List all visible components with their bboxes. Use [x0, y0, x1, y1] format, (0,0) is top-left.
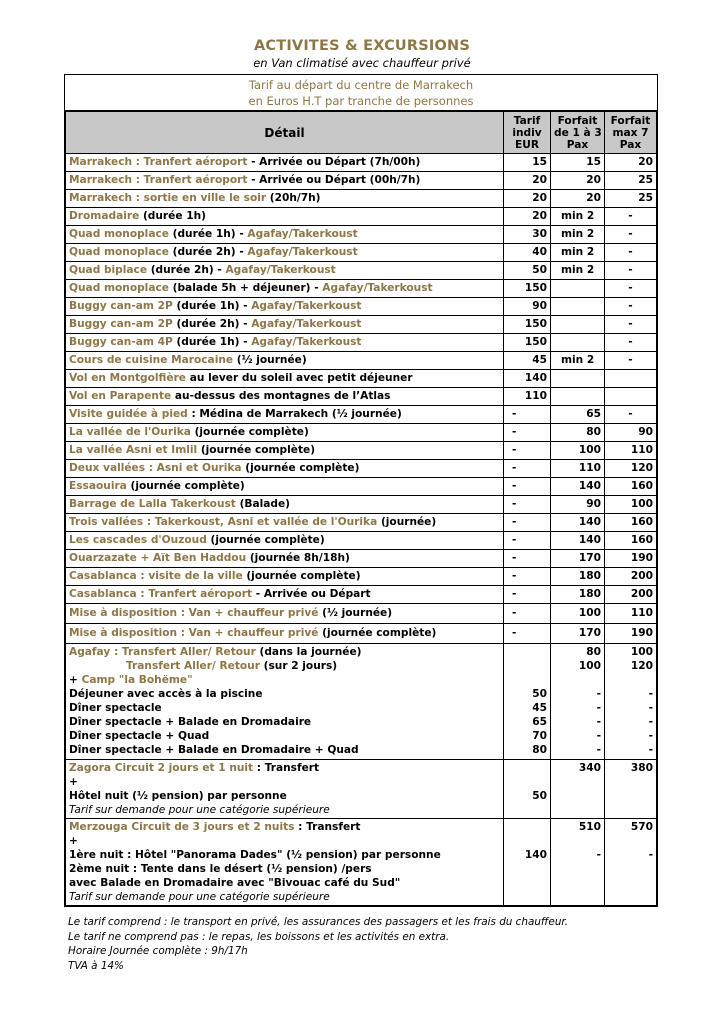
table-row — [66, 316, 657, 334]
row-tarif: - — [504, 496, 551, 514]
table-row — [66, 604, 657, 624]
agafay-tarif: 50 45 65 70 80 — [504, 644, 551, 760]
row-tarif: - — [504, 586, 551, 604]
row-tarif: - — [504, 460, 551, 478]
row-detail: Ouarzazate + Aït Ben Haddou (journée 8h/18h) — [66, 550, 504, 568]
row-forfait-max-7: 25 — [605, 172, 657, 190]
row-forfait-1-3: min 2 — [551, 208, 605, 226]
row-tarif: - — [504, 532, 551, 550]
row-forfait-max-7: - — [605, 406, 657, 424]
row-detail: Trois vallées : Takerkoust, Asni et vallée de l'Ourika (journée) — [66, 514, 504, 532]
merzouga-forfait-max-7: 570 - — [605, 819, 657, 906]
row-forfait-1-3 — [551, 316, 605, 334]
row-forfait-max-7: 110 — [605, 442, 657, 460]
table-row — [66, 190, 657, 208]
row-forfait-max-7: 25 — [605, 190, 657, 208]
table-row — [66, 298, 657, 316]
row-forfait-max-7: - — [605, 226, 657, 244]
table-row — [66, 424, 657, 442]
zagora-forfait-max-7: 380 — [605, 760, 657, 819]
table-row — [66, 568, 657, 586]
price-table — [65, 111, 657, 906]
agafay-detail: Agafay : Transfert Aller/ Retour (dans la journée) Transfert Aller/ Retour (sur 2 jours) + Camp "la Bohëme" Déjeuner avec accès à la piscine Dîner spectacle Dîner spectacle + Balade en Dromadaire Dîner spectacle + Quad Dîner spectacle + Balade en Dromadaire + Quad — [66, 644, 504, 760]
header-detail: Détail — [66, 112, 504, 154]
row-forfait-1-3: 80 — [551, 424, 605, 442]
row-forfait-max-7: 20 — [605, 154, 657, 172]
table-row — [66, 154, 657, 172]
row-tarif: 150 — [504, 334, 551, 352]
row-forfait-1-3: 140 — [551, 532, 605, 550]
row-tarif: - — [504, 406, 551, 424]
row-forfait-1-3: 140 — [551, 478, 605, 496]
row-forfait-max-7: - — [605, 280, 657, 298]
row-detail: Casablanca : Tranfert aéroport - Arrivée ou Départ — [66, 586, 504, 604]
row-forfait-1-3: 20 — [551, 190, 605, 208]
row-forfait-1-3: 100 — [551, 442, 605, 460]
row-tarif: - — [504, 424, 551, 442]
row-forfait-1-3 — [551, 334, 605, 352]
row-forfait-1-3: 110 — [551, 460, 605, 478]
row-detail: Vol en Montgolfière au lever du soleil avec petit déjeuner — [66, 370, 504, 388]
row-tarif: - — [504, 514, 551, 532]
row-detail: Deux vallées : Asni et Ourika (journée complète) — [66, 460, 504, 478]
row-forfait-1-3 — [551, 298, 605, 316]
row-forfait-max-7: 190 — [605, 624, 657, 644]
row-detail: Quad biplace (durée 2h) - Agafay/Takerkoust — [66, 262, 504, 280]
header-tarif: Tarif indiv EUR — [504, 112, 551, 154]
row-detail: Buggy can-am 2P (durée 2h) - Agafay/Takerkoust — [66, 316, 504, 334]
table-row — [66, 226, 657, 244]
zagora-detail: Zagora Circuit 2 jours et 1 nuit : Transfert + Hôtel nuit (½ pension) par personne Tarif sur demande pour une catégorie supérieure — [66, 760, 504, 819]
merzouga-tarif: 140 — [504, 819, 551, 906]
table-row — [66, 388, 657, 406]
table-intro — [65, 75, 657, 111]
table-row — [66, 460, 657, 478]
merzouga-detail: Merzouga Circuit de 3 jours et 2 nuits : Transfert + 1ère nuit : Hôtel "Panorama Dades" (½ pension) par personne 2ème nuit : Tente dans le désert (½ pension) /pers avec Balade en Dromadaire avec "Bivouac café du Sud" Tarif sur demande pour une catégorie supérieure — [66, 819, 504, 906]
header-forfait-1-3: Forfait de 1 à 3 Pax — [551, 112, 605, 154]
row-forfait-max-7 — [605, 388, 657, 406]
row-forfait-max-7: - — [605, 316, 657, 334]
table-row — [66, 370, 657, 388]
row-tarif: 20 — [504, 190, 551, 208]
row-forfait-1-3: 180 — [551, 568, 605, 586]
row-detail: Quad monoplace (durée 2h) - Agafay/Takerkoust — [66, 244, 504, 262]
row-detail: Buggy can-am 4P (durée 1h) - Agafay/Takerkoust — [66, 334, 504, 352]
row-detail: Marrakech : Tranfert aéroport - Arrivée ou Départ (00h/7h) — [66, 172, 504, 190]
row-forfait-1-3: 140 — [551, 514, 605, 532]
row-tarif: 20 — [504, 172, 551, 190]
row-forfait-max-7: - — [605, 208, 657, 226]
row-forfait-1-3 — [551, 388, 605, 406]
row-forfait-1-3: 15 — [551, 154, 605, 172]
row-forfait-1-3: 90 — [551, 496, 605, 514]
group-rows — [66, 644, 657, 906]
row-detail: Buggy can-am 2P (durée 1h) - Agafay/Takerkoust — [66, 298, 504, 316]
page-title: ACTIVITES & EXCURSIONS — [253, 38, 471, 54]
table-row — [66, 496, 657, 514]
table-row — [66, 532, 657, 550]
row-forfait-max-7: 160 — [605, 514, 657, 532]
row-forfait-1-3: 180 — [551, 586, 605, 604]
row-forfait-max-7: - — [605, 352, 657, 370]
row-tarif: 45 — [504, 352, 551, 370]
row-forfait-1-3: min 2 — [551, 352, 605, 370]
price-table-frame — [64, 74, 658, 907]
table-row — [66, 244, 657, 262]
table-row — [66, 624, 657, 644]
row-forfait-max-7: 190 — [605, 550, 657, 568]
row-tarif: - — [504, 550, 551, 568]
table-row — [66, 550, 657, 568]
row-detail: Cours de cuisine Marocaine (½ journée) — [66, 352, 504, 370]
row-detail: Les cascades d'Ouzoud (journée complète) — [66, 532, 504, 550]
table-row — [66, 406, 657, 424]
footer-excludes: Le tarif ne comprend pas : le repas, les boissons et les activités en extra. — [68, 930, 450, 943]
row-detail: Barrage de Lalla Takerkoust (Balade) — [66, 496, 504, 514]
row-forfait-max-7: - — [605, 244, 657, 262]
price-rows — [66, 154, 657, 644]
row-detail: Marrakech : Tranfert aéroport - Arrivée ou Départ (7h/00h) — [66, 154, 504, 172]
table-row — [66, 334, 657, 352]
row-forfait-max-7: 160 — [605, 532, 657, 550]
row-tarif: - — [504, 568, 551, 586]
merzouga-forfait-1-3: 510 - — [551, 819, 605, 906]
row-detail: Marrakech : sortie en ville le soir (20h/7h) — [66, 190, 504, 208]
row-tarif: 150 — [504, 280, 551, 298]
footer-hours: Horaire Journée complète : 9h/17h — [68, 945, 248, 957]
row-forfait-max-7: 120 — [605, 460, 657, 478]
table-row — [66, 280, 657, 298]
row-forfait-1-3: 100 — [551, 604, 605, 624]
table-row — [66, 586, 657, 604]
row-tarif: 40 — [504, 244, 551, 262]
table-row — [66, 172, 657, 190]
table-row — [66, 208, 657, 226]
row-forfait-max-7: 110 — [605, 604, 657, 624]
row-detail: Mise à disposition : Van + chauffeur privé (journée complète) — [66, 624, 504, 644]
row-forfait-max-7: - — [605, 334, 657, 352]
row-forfait-1-3: 170 — [551, 550, 605, 568]
footer-notes — [68, 915, 568, 973]
row-forfait-max-7: 160 — [605, 478, 657, 496]
row-detail: La vallée Asni et Imlil (journée complète) — [66, 442, 504, 460]
row-detail: Mise à disposition : Van + chauffeur privé (½ journée) — [66, 604, 504, 624]
row-forfait-max-7 — [605, 370, 657, 388]
agafay-forfait-1-3: 80 100 - - - - - — [551, 644, 605, 760]
row-tarif: 50 — [504, 262, 551, 280]
intro-line-2: en Euros H.T par tranche de personnes — [248, 94, 474, 108]
intro-line-1: Tarif au départ du centre de Marrakech — [248, 78, 474, 92]
row-tarif: 150 — [504, 316, 551, 334]
row-forfait-1-3: min 2 — [551, 226, 605, 244]
row-forfait-1-3: 65 — [551, 406, 605, 424]
row-detail: Dromadaire (durée 1h) — [66, 208, 504, 226]
row-detail: Vol en Parapente au-dessus des montagnes de l’Atlas — [66, 388, 504, 406]
page-subtitle: en Van climatisé avec chauffeur privé — [253, 56, 471, 70]
table-row — [66, 442, 657, 460]
header-forfait-max-7: Forfait max 7 Pax — [605, 112, 657, 154]
row-forfait-max-7: 200 — [605, 586, 657, 604]
row-tarif: 20 — [504, 208, 551, 226]
row-forfait-max-7: 90 — [605, 424, 657, 442]
row-tarif: - — [504, 604, 551, 624]
row-detail: Essaouira (journée complète) — [66, 478, 504, 496]
row-tarif: 110 — [504, 388, 551, 406]
row-forfait-max-7: 200 — [605, 568, 657, 586]
row-tarif: - — [504, 442, 551, 460]
row-forfait-1-3: min 2 — [551, 262, 605, 280]
table-row — [66, 352, 657, 370]
row-forfait-1-3: 170 — [551, 624, 605, 644]
row-forfait-1-3 — [551, 280, 605, 298]
row-forfait-1-3: min 2 — [551, 244, 605, 262]
row-detail: Visite guidée à pied : Médina de Marrakech (½ journée) — [66, 406, 504, 424]
row-tarif: 30 — [504, 226, 551, 244]
zagora-tarif: 50 — [504, 760, 551, 819]
table-row — [66, 262, 657, 280]
zagora-forfait-1-3: 340 — [551, 760, 605, 819]
row-tarif: 140 — [504, 370, 551, 388]
row-forfait-1-3: 20 — [551, 172, 605, 190]
row-forfait-max-7: - — [605, 298, 657, 316]
agafay-forfait-max-7: 100 120 - - - - - — [605, 644, 657, 760]
row-tarif: 90 — [504, 298, 551, 316]
row-detail: Casablanca : visite de la ville (journée complète) — [66, 568, 504, 586]
row-forfait-max-7: - — [605, 262, 657, 280]
row-tarif: - — [504, 624, 551, 644]
footer-vat: TVA à 14% — [68, 959, 124, 972]
row-detail: La vallée de l'Ourika (journée complète) — [66, 424, 504, 442]
row-tarif: - — [504, 478, 551, 496]
row-forfait-max-7: 100 — [605, 496, 657, 514]
row-detail: Quad monoplace (balade 5h + déjeuner) - Agafay/Takerkoust — [66, 280, 504, 298]
row-tarif: 15 — [504, 154, 551, 172]
footer-includes: Le tarif comprend : le transport en privé, les assurances des passagers et les frais du chauffeur. — [68, 916, 569, 928]
row-detail: Quad monoplace (durée 1h) - Agafay/Takerkoust — [66, 226, 504, 244]
table-row — [66, 478, 657, 496]
row-forfait-1-3 — [551, 370, 605, 388]
table-row — [66, 514, 657, 532]
